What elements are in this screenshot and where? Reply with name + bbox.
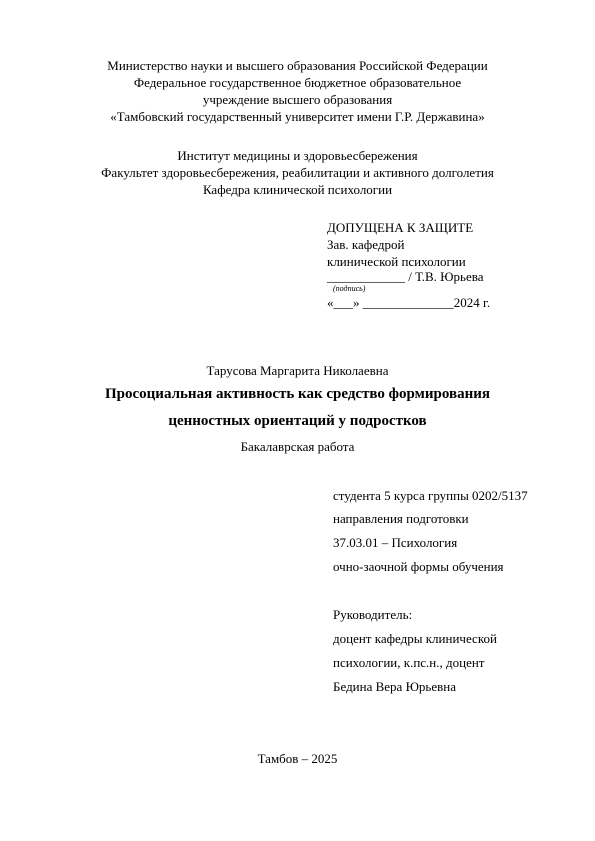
approval-title: ДОПУЩЕНА К ЗАЩИТЕ	[327, 220, 474, 235]
student-study-form: очно-заочной формы обучения	[333, 559, 504, 574]
approval-signature-line: ____________ / Т.В. Юрьева	[327, 269, 484, 284]
thesis-title-line-1: Просоциальная активность как средство формирования	[105, 386, 490, 402]
university-name: «Тамбовский государственный университет имени Г.Р. Державина»	[110, 109, 485, 124]
institute-name: Институт медицины и здоровьесбережения	[177, 148, 418, 163]
approval-date-line: «___» ______________2024 г.	[327, 295, 491, 310]
institution-type-line: Федеральное государственное бюджетное образовательное	[133, 75, 462, 90]
approval-position: Зав. кафедрой	[327, 237, 405, 252]
institution-level-line: учреждение высшего образования	[202, 92, 393, 107]
signature-caption: (подпись)	[333, 284, 366, 293]
city-year: Тамбов – 2025	[257, 751, 338, 766]
approval-department: клинической психологии	[327, 254, 466, 269]
author-name: Тарусова Маргарита Николаевна	[206, 363, 389, 378]
supervisor-name: Бедина Вера Юрьевна	[333, 679, 456, 694]
student-direction-label: направления подготовки	[333, 511, 469, 526]
supervisor-position-1: доцент кафедры клинической	[333, 631, 497, 646]
student-direction-code: 37.03.01 – Психология	[333, 535, 458, 550]
faculty-name: Факультет здоровьесбережения, реабилитации и активного долголетия	[101, 165, 494, 180]
supervisor-label: Руководитель:	[333, 607, 413, 622]
supervisor-position-2: психологии, к.пс.н., доцент	[333, 655, 485, 670]
student-course-group: студента 5 курса группы 0202/5137	[333, 488, 528, 503]
work-type: Бакалаврская работа	[240, 439, 355, 454]
ministry-line: Министерство науки и высшего образования Российской Федерации	[107, 58, 488, 73]
department-name: Кафедра клинической психологии	[202, 182, 393, 197]
thesis-title-line-2: ценностных ориентаций у подростков	[168, 413, 427, 429]
